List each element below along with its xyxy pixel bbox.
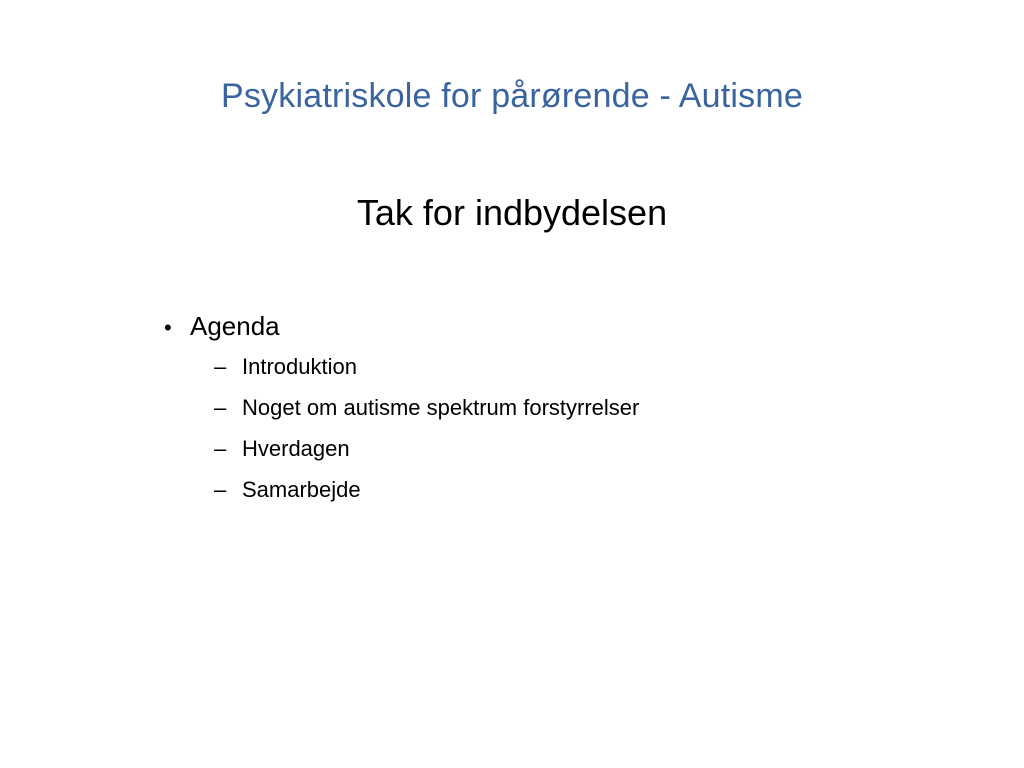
sub-bullet-item xyxy=(214,393,864,423)
sub-bullet-item xyxy=(214,475,864,505)
sub-bullet-label: Introduktion xyxy=(242,354,357,379)
slide-title: Psykiatriskole for pårørende - Autisme xyxy=(220,77,804,115)
agenda-sublist xyxy=(164,352,864,505)
sub-bullet-item xyxy=(214,434,864,464)
bullet-item-agenda xyxy=(164,308,864,505)
dash-icon: – xyxy=(214,354,227,379)
dash-icon: – xyxy=(214,436,227,461)
sub-bullet-label: Samarbejde xyxy=(242,477,361,502)
sub-bullet-label: Noget om autisme spektrum forstyrrelser xyxy=(242,395,640,420)
bullet-label-agenda: Agenda xyxy=(190,311,280,341)
sub-bullet-label: Hverdagen xyxy=(242,436,350,461)
slide-subtitle: Tak for indbydelsen xyxy=(356,192,668,233)
bullet-dot-icon: • xyxy=(164,315,172,340)
dash-icon: – xyxy=(214,477,227,502)
dash-icon: – xyxy=(214,395,227,420)
sub-bullet-item xyxy=(214,352,864,382)
bullet-list xyxy=(164,308,864,516)
